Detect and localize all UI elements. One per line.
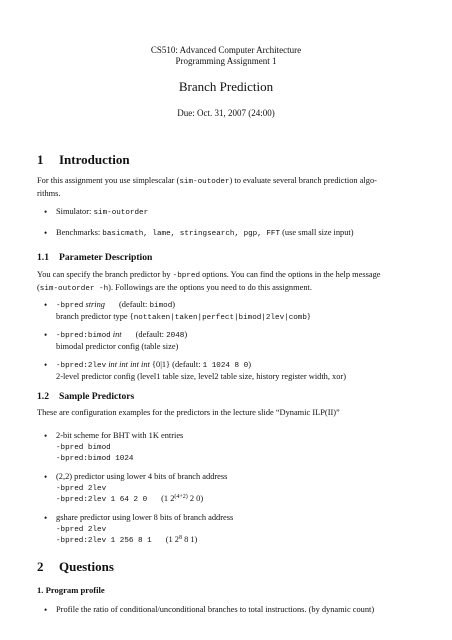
text-run: Profile the ratio of conditional/unconditional branches to total instructions. (by dynamic count) — [56, 605, 375, 614]
question-1-title: 1. Program profile — [37, 585, 105, 595]
text-run: options. You can find the options in the help message — [200, 270, 381, 279]
list-item-option-bpred — [44, 300, 426, 323]
code-run: -bpred — [56, 302, 84, 310]
text-run: ) to evaluate several branch prediction algo- — [229, 176, 377, 185]
code-line: -bpred:bimod 1024 — [56, 455, 134, 463]
code-run: 2048 — [166, 332, 185, 340]
code-run: sim-outorder — [93, 209, 149, 217]
intro-paragraph — [37, 175, 422, 200]
text-run: (1 2 — [161, 494, 175, 503]
course-name: CS510: Advanced Computer Architecture — [150, 45, 302, 55]
list-item-example-bimod — [44, 431, 426, 465]
code-run: sim-outorder -h — [39, 285, 109, 293]
code-line: -bpred:2lev 1 256 8 1 — [56, 537, 152, 545]
text-run: branch predictor type { — [56, 311, 134, 321]
superscript: 8 — [178, 535, 182, 541]
section-2-heading — [37, 560, 422, 574]
text-run: 2 0) — [187, 494, 204, 503]
text-run: (default: — [119, 300, 150, 309]
list-item-benchmarks — [44, 228, 426, 240]
list-item-simulator — [44, 207, 426, 219]
text-run: 8 1) — [181, 535, 198, 544]
superscript: (4+2) — [174, 494, 188, 500]
text-run: (default: — [135, 330, 167, 339]
code-run: basicmath, lame, stringsearch, pgp, FFT — [102, 230, 281, 238]
text-run: bimodal predictor config (table size) — [56, 341, 179, 351]
section-title: Parameter Description — [59, 252, 153, 263]
bullet-icon: • — [44, 472, 48, 482]
text-run: 2-level predictor config (level1 table size, level2 table size, history register width, xor) — [56, 371, 346, 381]
argument-type: string — [85, 300, 105, 309]
text-run: Simulator: — [56, 207, 94, 216]
document-title: Branch Prediction — [178, 79, 274, 94]
code-run: -bpred:bimod — [56, 332, 111, 340]
section-1-heading — [37, 153, 422, 167]
list-item-example-gshare — [44, 513, 426, 547]
bullet-icon: • — [44, 513, 48, 523]
text-run: ) — [184, 330, 188, 339]
text-run: } — [306, 311, 311, 321]
text-run: 2-bit scheme for BHT with 1K entries — [56, 431, 184, 440]
list-item-option-bimod — [44, 330, 426, 352]
text-run: (2,2) predictor using lower 4 bits of branch address — [56, 472, 228, 481]
argument-type: int int int int — [108, 360, 150, 369]
code-run: bimod — [149, 302, 173, 310]
code-run: nottaken|taken|perfect|bimod|2lev|comb — [133, 313, 307, 322]
section-1-2-heading — [37, 391, 422, 402]
text-run: gshare predictor using lower 8 bits of branch address — [56, 513, 234, 522]
bullet-icon: • — [44, 207, 48, 217]
bullet-icon: • — [44, 360, 48, 370]
text-run: {0|1} (default: — [151, 360, 203, 369]
text-run: ). Followings are the options you need to do this assignment. — [108, 283, 312, 292]
section-1-1-heading — [37, 252, 422, 263]
code-line: -bpred bimod — [56, 443, 111, 452]
code-line: -bpred 2lev — [56, 484, 107, 493]
section-number: 2 — [37, 559, 44, 574]
section-number: 1.1 — [37, 252, 49, 263]
text-run: (use small size input) — [280, 228, 354, 237]
list-item-example-22 — [44, 472, 426, 506]
list-item-question-1 — [44, 605, 426, 616]
section-title: Sample Predictors — [59, 391, 135, 402]
code-run: -bpred:2lev — [56, 362, 107, 370]
text-run: (1 2 — [165, 535, 179, 544]
assignment-name: Programming Assignment 1 — [175, 56, 277, 66]
section-title: Introduction — [59, 152, 130, 167]
text-run: ) — [248, 360, 252, 369]
argument-type: int — [112, 330, 122, 339]
bullet-icon: • — [44, 228, 48, 238]
text-run: ) — [172, 300, 176, 309]
text-run: Benchmarks: — [56, 228, 103, 237]
section-number: 1 — [37, 152, 44, 167]
section-number: 1.2 — [37, 391, 49, 402]
text-run: ( — [37, 283, 40, 292]
bullet-icon: • — [44, 300, 48, 310]
code-run: 1 1024 8 0 — [202, 362, 249, 370]
section-title: Questions — [59, 559, 114, 574]
list-item-option-2lev — [44, 360, 426, 382]
text-run: rithms. — [37, 189, 61, 198]
bullet-icon: • — [44, 431, 48, 441]
code-run: sim-outoder — [179, 178, 230, 186]
bullet-icon: • — [44, 605, 48, 615]
text-run: You can specify the branch predictor by — [37, 270, 173, 279]
text-run: For this assignment you use simplescalar ( — [37, 176, 180, 185]
code-run: -bpred — [172, 272, 201, 280]
sample-paragraph: These are configuration examples for the predictors in the lecture slide “Dynamic ILP(II)” — [37, 408, 340, 417]
bullet-icon: • — [44, 330, 48, 340]
code-line: -bpred:2lev 1 64 2 0 — [56, 496, 148, 504]
parameter-paragraph — [37, 269, 422, 295]
due-date: Due: Oct. 31, 2007 (24:00) — [177, 108, 275, 118]
code-line: -bpred 2lev — [56, 525, 107, 534]
